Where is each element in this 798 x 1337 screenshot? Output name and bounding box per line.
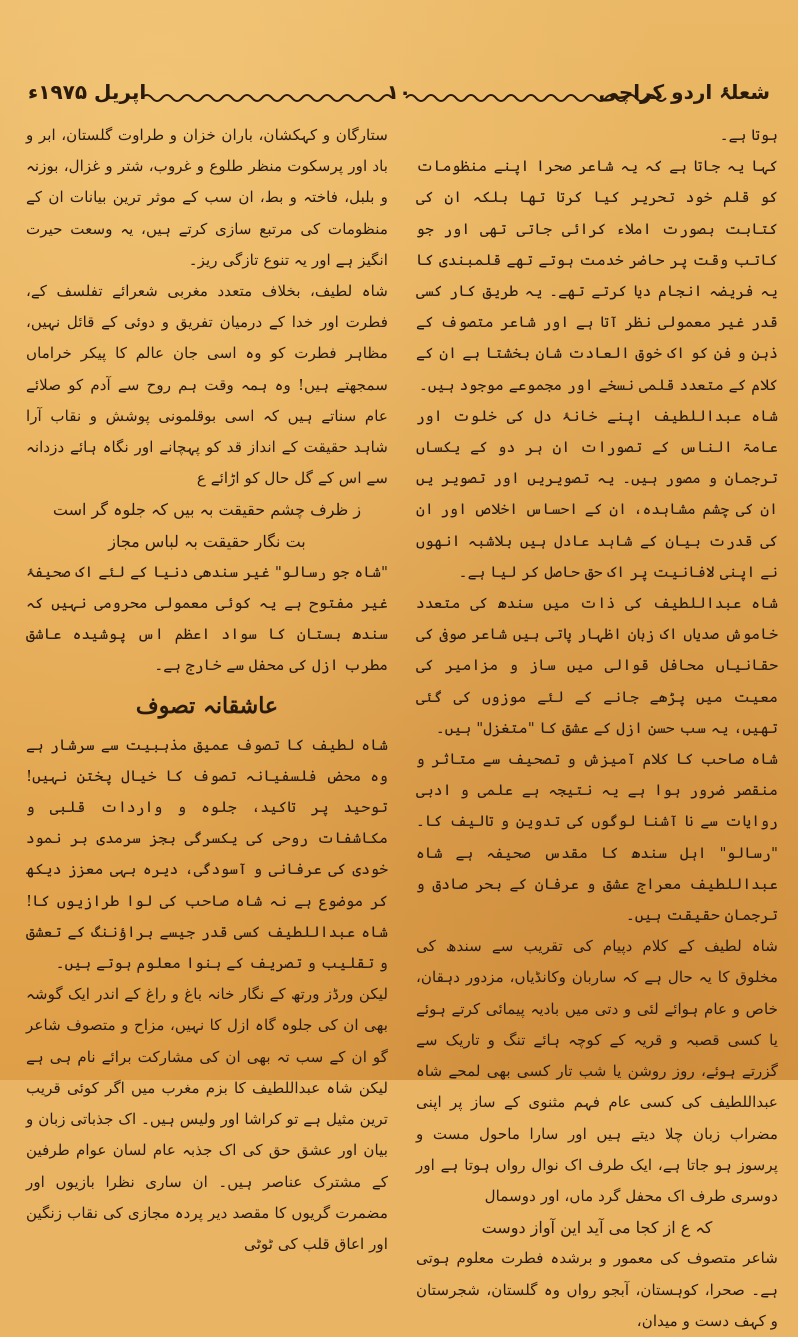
paragraph: شاعر متصوف کی معمور و برشدہ فطرت معلوم ہوتی ہے۔ صحرا، کوہستان، آبجو رواں وہ گلستان، شجرستان و کہف دست و میدان، — [416, 1249, 778, 1330]
page-number: ۱۰ — [386, 80, 412, 104]
paragraph: کہا یہ جاتا ہے کہ یہ شاعر صحرا اپنے منظومات کو قلم خود تحریر کیا کرتا تھا بلکہ ان کی کتابت بصورت املاء کرائی جاتی تھی اور جو کاتب وقت پر حاضر خدمت ہوتے تھے قلمبندی کا یہ فریضہ انجام دیا کرتے تھے۔ یہ طریق کار کسی قدر غیر معمولی نظر آتا ہے اور شاعر متصوف کے ذہن و فن کو اک خوق العادت شان بخشتا ہے ان کے کلام کے متعدد قلمی نسخے اور مجموعے موجود ہیں۔ — [416, 157, 778, 394]
section-heading: عاشقانہ تصوف — [135, 692, 279, 719]
paragraph: ستارگان و کہکشان، باران خزان و طراوت گلستان، ابر و باد اور پرسکوت منظر طلوع و غروب، شتر و غزال، بوزنہ و بلبل، فاختہ و بط، ان سب کے موثر ترین بیانات ان کے منظومات کی مرتبع سازی کرتے ہیں، یہ وسعت حیرت انگیز ہے اور یہ تنوع تازگی ریز۔ — [26, 126, 388, 269]
verse-line: کہ ع از کجا می آید این آواز دوست — [481, 1218, 713, 1238]
verse-line: ز ظرف چشم حقیقت بہ بیں کہ جلوہ گر است — [52, 500, 362, 520]
paragraph: "شاہ جو رسالو" غیر سندھی دنیا کے لئے اک صحیفۂ غیر مفتوح ہے یہ کوئی معمولی محرومی نہیں کہ سندھ بستان کا سواد اعظم اس پوشیدہ عاشق مطرب ازل کی محفل سے خارج ہے۔ — [26, 562, 388, 675]
issue-date: اپریل ۱۹۷۵ء — [28, 80, 147, 104]
paragraph: شاہ لطیف کا تصوف عمیق مذہبیت سے سرشار ہے وہ محض فلسفیانہ تصوف کا خیال پختن نہیں! توحید پر تاکید، جلوہ و واردات قلبی و مکاشفات روحی کی یکسرگی بجز سرمدی بر نمود خودی کی عرفانی و آسودگی، دیرہ بہی معزز دیکھ کر موضوع ہے نہ شاہ صاحب کی لوا طرازیوں کا! شاہ عبداللطیف کسی قدر جیسے براؤننگ کے تعشق و تقلیب و تصریف کے ہنوا معلوم ہوتے ہیں۔ — [26, 735, 388, 973]
journal-title: شعلۂ اردو کراچی — [598, 80, 770, 104]
paragraph: شاہ لطیف کے کلام دپیام کی تقریب سے سندھ کی مخلوق کا یہ حال ہے کہ ساربان وکانڈیاں، مزدور دہقان، خاص و عام ہوائے لئی و دتی میں بادیہ پیمائی کرتے ہوئے یا کسی قصبہ و قریہ کے کوچہ ہائے تنگ و تاریک سے گزرتے ہوئے، روز روشن یا شب تار کسی بھی لمحے شاہ عبداللطیف کی کسی عام فہم مثنوی کے ساز پر اپنی مضراب زبان چلا دیتے ہیں اور سارا ماحول مست و پرسوز ہو جاتا ہے، ایک طرف اک نوال رواں ہوتا ہے اور دوسری طرف اک محفل گرد ماں، اور دوسمال — [416, 937, 778, 1205]
header-ornament-left — [142, 92, 392, 104]
page-header — [22, 78, 776, 112]
column-divider — [399, 110, 400, 1070]
paragraph: شاہ عبداللطیف کی ذات میں سندھ کی متعدد خاموش صدیاں اک زبان اظہار پاتی ہیں شاعر صوفی کی حقانیاں محافل قوالی میں ساز و مزامیر کی معیت میں پڑھے جانے کے لئے موزوں کی گئی تھیں، یہ سب حسن ازل کے عشق کا "متغزل" ہیں۔ — [416, 594, 778, 737]
header-ornament-right — [406, 92, 666, 104]
paragraph: شاہ عبداللطیف اپنے خانۂ دل کی خلوت اور عامۃ الناس کے تصورات ان ہر دو کے یکساں ترجمان و مصور ہیں۔ یہ تصویریں اور تصویر یں ان کی چشم مشاہدہ، ان کے احساس اخلاص اور ان کی قدرت بیان کے شاہد عادل ہیں بلاشبہ انھوں نے اپنی لافانیت پر اک حق حاصل کر لیا ہے۔ — [416, 406, 778, 581]
paragraph: ہوتا ہے۔ — [719, 126, 778, 144]
paragraph: شاہ لطیف، بخلاف متعدد مغربی شعرائے تفلسف کے، فطرت اور خدا کے درمیان تفریق و دوئی کے قائل نہیں، مظاہر فطرت کو وہ اسی جان عالم کا پیکر خراماں سمجھتے ہیں! وہ ہمہ وقت ہم روح سے آدم کو صلائے عام سناتے ہیں کہ اسی بوقلمونی پوشش و نقاب آرا شاہد حقیقت کے انداز قد کو پہچانے اور نگاہ ہائے دزدانہ سے اس کے گل حال کو اڑائے ع — [26, 282, 388, 488]
paragraph: لیکن ورڈز ورتھ کے نگار خانہ باغ و راغ کے اندر ایک گوشہ بھی ان کی جلوہ گاہ ازل کا نہیں، مزاح و متصوف شاعر گو ان کے سب تہ بھی ان کی مشارکت برائے نام ہی ہے لیکن شاہ عبداللطیف کا بزم مغرب میں اگر کوئی قریب ترین مثیل ہے تو کراشا اور ولیس ہیں۔ اک جذباتی زبان و بیان اور عشق حق کی اک جذبہ عام لسان عوام طرفین کے مشترک عناصر ہیں۔ ان ساری نظرا بازیوں اور مضمرت گریوں کا مقصد دیر پردہ مجازی کی نقاب زنگین اور اعاق قلب کی ٹوٹی — [26, 985, 388, 1253]
right-column — [416, 120, 778, 1330]
paragraph: شاہ صاحب کا کلام آمیزش و تصحیف سے متاثر و منقصر ضرور ہوا ہے یہ نتیجہ ہے علمی و ادبی روایات سے نا آشنا لوگوں کی تدوین و تالیف کا۔ "رسالو" اہل سندھ کا مقدس صحیفہ ہے شاہ عبداللطیف معراج عشق و عرفان کے بحر صادق و ترجمان حقیقت ہیں۔ — [416, 750, 778, 925]
verse-line: بت نگار حقیقت بہ لباس مجاز — [108, 531, 306, 551]
left-column — [26, 120, 388, 1253]
